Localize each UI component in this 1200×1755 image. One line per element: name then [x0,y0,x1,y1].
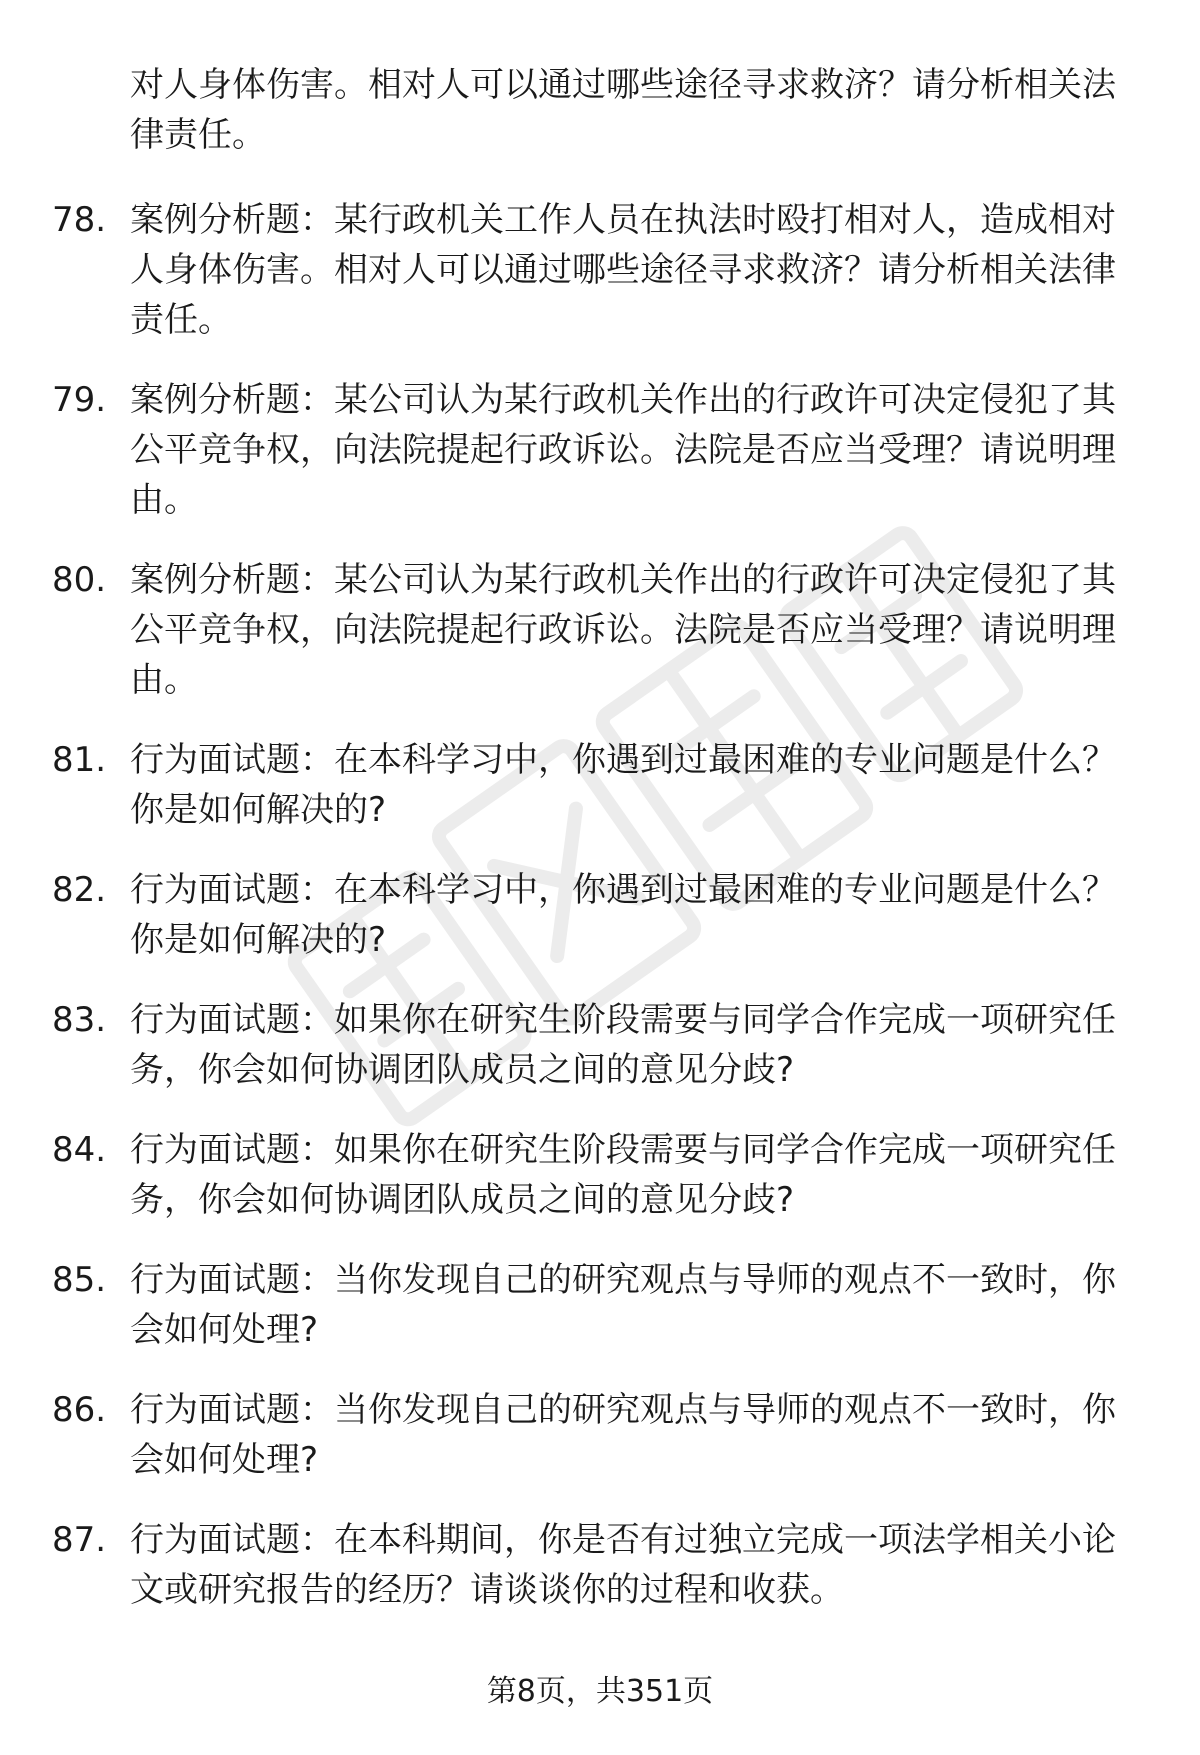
question-text: 行为面试题：在本科学习中，你遇到过最困难的专业问题是什么？你是如何解决的? [130,870,1116,960]
question-number: 85. [52,1260,107,1300]
question-item [52,375,1147,525]
question-item [52,1125,1147,1225]
question-item [52,195,1147,345]
question-text: 案例分析题：某公司认为某行政机关作出的行政许可决定侵犯了其公平竞争权，向法院提起行政诉讼。法院是否应当受理？请说明理由。 [130,560,1116,700]
question-number: 81. [52,740,107,780]
continued-question-text: 对人身体伤害。相对人可以通过哪些途径寻求救济？请分析相关法律责任。 [130,65,1116,155]
question-item [52,865,1147,965]
question-list [52,195,1147,1645]
question-text: 案例分析题：某公司认为某行政机关作出的行政许可决定侵犯了其公平竞争权，向法院提起行政诉讼。法院是否应当受理？请说明理由。 [130,380,1116,520]
question-text: 行为面试题：在本科学习中，你遇到过最困难的专业问题是什么？你是如何解决的? [130,740,1116,830]
question-text: 行为面试题：当你发现自己的研究观点与导师的观点不一致时，你会如何处理? [130,1260,1116,1350]
question-text: 行为面试题：如果你在研究生阶段需要与同学合作完成一项研究任务，你会如何协调团队成员之间的意见分歧? [130,1130,1116,1220]
question-number: 83. [52,1000,107,1040]
question-text: 行为面试题：在本科期间，你是否有过独立完成一项法学相关小论文或研究报告的经历？请谈谈你的过程和收获。 [130,1520,1116,1610]
question-item [52,1385,1147,1485]
page-number-footer: 第8页，共351页 [486,1674,714,1709]
question-item [52,1255,1147,1355]
question-number: 87. [52,1520,107,1560]
question-item [52,995,1147,1095]
question-number: 79. [52,380,107,420]
question-number: 84. [52,1130,107,1170]
question-item [52,735,1147,835]
question-text: 案例分析题：某行政机关工作人员在执法时殴打相对人，造成相对人身体伤害。相对人可以通过哪些途径寻求救济？请分析相关法律责任。 [130,200,1116,340]
question-item [52,555,1147,705]
question-number: 78. [52,200,107,240]
question-text: 行为面试题：如果你在研究生阶段需要与同学合作完成一项研究任务，你会如何协调团队成员之间的意见分歧? [130,1000,1116,1090]
question-text: 行为面试题：当你发现自己的研究观点与导师的观点不一致时，你会如何处理? [130,1390,1116,1480]
question-number: 82. [52,870,107,910]
question-item [52,1515,1147,1615]
question-number: 80. [52,560,107,600]
question-number: 86. [52,1390,107,1430]
